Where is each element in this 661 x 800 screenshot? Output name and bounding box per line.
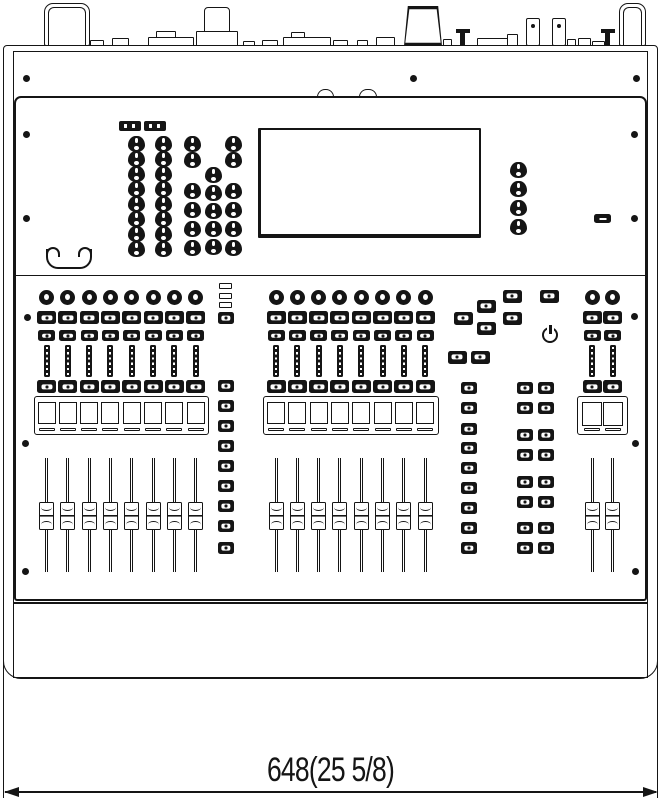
function-button: [538, 429, 554, 441]
gain-knob: [585, 290, 600, 305]
encoder-knob: [155, 196, 172, 212]
utility-button: [461, 522, 477, 534]
nav-button: [540, 290, 559, 303]
scribble-window: [123, 402, 141, 424]
on-button: [330, 380, 349, 393]
scribble-bar: [396, 428, 412, 432]
screw: [632, 568, 639, 575]
select-button: [58, 311, 77, 324]
fader-cap: [354, 502, 369, 530]
fader-cap: [167, 502, 182, 530]
fader-cap: [418, 502, 433, 530]
encoder-knob: [225, 136, 242, 152]
gain-knob: [82, 290, 97, 305]
cue-button: [417, 330, 434, 341]
on-button: [101, 380, 120, 393]
gain-knob: [124, 290, 139, 305]
on-button: [352, 380, 371, 393]
meter-legend-mark: [219, 302, 232, 308]
gain-knob: [188, 290, 203, 305]
on-button: [165, 380, 184, 393]
xlr-connector: [552, 18, 566, 46]
encoder-knob: [128, 166, 145, 182]
function-button: [517, 522, 533, 534]
encoder-knob: [510, 219, 527, 235]
scribble-window: [59, 402, 77, 424]
encoder-knob: [510, 200, 527, 216]
select-button: [165, 311, 184, 324]
encoder-knob: [205, 185, 222, 201]
meter-legend-mark: [219, 293, 232, 299]
nav-button: [477, 322, 496, 335]
function-button: [517, 449, 533, 461]
scribble-window: [603, 402, 623, 426]
dimension-line: [5, 791, 656, 793]
level-meter: [316, 345, 322, 377]
scribble-bar: [605, 428, 621, 432]
on-button: [186, 380, 205, 393]
rear-connector: [156, 31, 176, 38]
cue-button: [38, 330, 55, 341]
gain-knob: [39, 290, 54, 305]
encoder-knob: [128, 226, 145, 242]
encoder-knob: [205, 221, 222, 237]
encoder-knob: [225, 202, 242, 218]
scribble-window: [144, 402, 162, 424]
function-button: [517, 382, 533, 394]
on-button: [394, 380, 413, 393]
screw: [22, 440, 29, 447]
usb-port: [594, 214, 611, 223]
scribble-bar: [166, 428, 182, 432]
nav-button: [503, 290, 522, 303]
layer-button: [218, 312, 234, 324]
scribble-window: [80, 402, 98, 424]
assign-button: [471, 351, 490, 364]
utility-button: [461, 482, 477, 494]
layer-button: [218, 520, 234, 532]
function-button: [538, 449, 554, 461]
cue-button: [353, 330, 370, 341]
dimension-arrow-right: [643, 787, 658, 797]
layer-button: [218, 480, 234, 492]
select-button: [603, 311, 622, 324]
select-button: [416, 311, 435, 324]
fader-cap: [60, 502, 75, 530]
gain-knob: [418, 290, 433, 305]
screw: [410, 75, 417, 82]
screw: [23, 131, 30, 138]
encoder-knob: [510, 162, 527, 178]
encoder-knob: [128, 211, 145, 227]
select-button: [583, 311, 602, 324]
scribble-window: [416, 402, 434, 424]
screw: [631, 313, 638, 320]
encoder-knob: [155, 226, 172, 242]
gain-knob: [103, 290, 118, 305]
dimension-arrow-left: [4, 787, 19, 797]
on-button: [309, 380, 328, 393]
level-meter: [107, 345, 113, 377]
encoder-knob: [155, 166, 172, 182]
handle-left: [44, 3, 90, 46]
encoder-knob: [155, 241, 172, 257]
fader-cap: [605, 502, 620, 530]
fader-cap: [188, 502, 203, 530]
scribble-bar: [289, 428, 305, 432]
screw: [631, 131, 638, 138]
level-meter: [610, 345, 616, 377]
rear-band-edge: [13, 51, 648, 52]
scribble-window: [38, 402, 56, 424]
encoder-knob: [128, 151, 145, 167]
dimension-extension-line: [657, 660, 658, 798]
function-button: [538, 382, 554, 394]
on-button: [583, 380, 602, 393]
level-meter: [44, 345, 50, 377]
utility-button: [461, 462, 477, 474]
encoder-knob: [155, 151, 172, 167]
gain-knob: [375, 290, 390, 305]
level-meter: [380, 345, 386, 377]
layer-button: [218, 500, 234, 512]
scribble-bar: [311, 428, 327, 432]
encoder-knob: [155, 181, 172, 197]
layer-button: [218, 440, 234, 452]
cue-button: [395, 330, 412, 341]
level-meter: [589, 345, 595, 377]
scribble-bar: [417, 428, 433, 432]
on-button: [267, 380, 286, 393]
encoder-knob: [510, 181, 527, 197]
screw: [22, 568, 29, 575]
fader-cap: [103, 502, 118, 530]
on-button: [288, 380, 307, 393]
cue-button: [584, 330, 601, 341]
level-meter: [193, 345, 199, 377]
level-meter: [273, 345, 279, 377]
encoder-knob: [184, 136, 201, 152]
cue-button: [289, 330, 306, 341]
scribble-bar: [375, 428, 391, 432]
gain-knob: [332, 290, 347, 305]
fader-cap: [269, 502, 284, 530]
fader-cap: [375, 502, 390, 530]
utility-button: [461, 382, 477, 394]
nav-button: [503, 312, 522, 325]
fader-cap: [290, 502, 305, 530]
nav-button: [477, 300, 496, 313]
level-meter: [129, 345, 135, 377]
encoder-knob: [184, 183, 201, 199]
scribble-window: [395, 402, 413, 424]
gain-knob: [269, 290, 284, 305]
power-button-icon: [542, 327, 558, 343]
scribble-bar: [124, 428, 140, 432]
utility-button: [461, 423, 477, 435]
select-button: [267, 311, 286, 324]
scribble-bar: [39, 428, 55, 432]
panel-divider-line: [15, 275, 646, 277]
encoder-knob: [128, 181, 145, 197]
gain-knob: [146, 290, 161, 305]
gain-knob: [167, 290, 182, 305]
headphone-hanger: [46, 249, 92, 269]
level-meter: [65, 345, 71, 377]
utility-button: [461, 502, 477, 514]
scribble-window: [267, 402, 285, 424]
utility-button: [461, 442, 477, 454]
encoder-knob: [205, 239, 222, 255]
encoder-knob: [184, 202, 201, 218]
function-button: [517, 542, 533, 554]
screw: [633, 75, 640, 82]
select-button: [288, 311, 307, 324]
level-meter: [401, 345, 407, 377]
select-button: [186, 311, 205, 324]
cue-button: [268, 330, 285, 341]
rear-connector-cover: [204, 7, 230, 32]
function-button: [517, 402, 533, 414]
scribble-bar: [60, 428, 76, 432]
nav-button: [454, 312, 473, 325]
level-meter: [422, 345, 428, 377]
cue-button: [310, 330, 327, 341]
function-button: [517, 429, 533, 441]
dual-button: [119, 121, 141, 131]
fader-cap: [585, 502, 600, 530]
fader-cap: [39, 502, 54, 530]
encoder-knob: [155, 136, 172, 152]
fader-cap: [311, 502, 326, 530]
rear-connector: [196, 31, 238, 46]
on-button: [373, 380, 392, 393]
scribble-window: [582, 402, 602, 426]
function-button: [538, 542, 554, 554]
cue-button: [187, 330, 204, 341]
xlr-connector: [526, 18, 540, 46]
layer-button: [218, 420, 234, 432]
select-button: [101, 311, 120, 324]
scribble-window: [165, 402, 183, 424]
function-button: [538, 496, 554, 508]
fader-cap: [146, 502, 161, 530]
cue-button: [123, 330, 140, 341]
gain-knob: [605, 290, 620, 305]
level-meter: [171, 345, 177, 377]
fader-cap: [124, 502, 139, 530]
select-button: [144, 311, 163, 324]
cue-button: [331, 330, 348, 341]
fader-cap: [332, 502, 347, 530]
screw: [631, 215, 638, 222]
scribble-bar: [584, 428, 600, 432]
layer-button: [218, 380, 234, 392]
chassis-bottom-edge: [13, 677, 648, 679]
gain-knob: [311, 290, 326, 305]
encoder-knob: [184, 221, 201, 237]
scribble-window: [101, 402, 119, 424]
scribble-bar: [353, 428, 369, 432]
level-meter: [150, 345, 156, 377]
scribble-bar: [81, 428, 97, 432]
panel-lip-line: [14, 602, 647, 604]
scribble-window: [187, 402, 205, 424]
scribble-bar: [102, 428, 118, 432]
scribble-window: [374, 402, 392, 424]
cue-button: [81, 330, 98, 341]
encoder-knob: [155, 211, 172, 227]
screw: [632, 440, 639, 447]
on-button: [122, 380, 141, 393]
on-button: [58, 380, 77, 393]
cue-button: [102, 330, 119, 341]
cue-button: [604, 330, 621, 341]
gain-knob: [60, 290, 75, 305]
level-meter: [337, 345, 343, 377]
select-button: [373, 311, 392, 324]
cue-button: [59, 330, 76, 341]
encoder-knob: [205, 167, 222, 183]
encoder-knob: [225, 240, 242, 256]
display-screen: [258, 128, 481, 238]
meter-legend-mark: [219, 283, 232, 289]
level-meter: [294, 345, 300, 377]
on-button: [416, 380, 435, 393]
function-button: [538, 476, 554, 488]
on-button: [37, 380, 56, 393]
utility-button: [461, 402, 477, 414]
gain-knob: [290, 290, 305, 305]
cue-button: [166, 330, 183, 341]
on-button: [144, 380, 163, 393]
encoder-knob: [184, 240, 201, 256]
scribble-bar: [332, 428, 348, 432]
fader-cap: [82, 502, 97, 530]
layer-button: [218, 400, 234, 412]
screw: [23, 215, 30, 222]
encoder-knob: [225, 152, 242, 168]
on-button: [603, 380, 622, 393]
scribble-window: [288, 402, 306, 424]
select-button: [330, 311, 349, 324]
scribble-window: [331, 402, 349, 424]
scribble-window: [352, 402, 370, 424]
carry-handle: [404, 6, 442, 46]
select-button: [37, 311, 56, 324]
function-button: [538, 402, 554, 414]
encoder-knob: [225, 221, 242, 237]
rear-connector: [291, 32, 305, 38]
select-button: [394, 311, 413, 324]
utility-button: [461, 542, 477, 554]
scribble-bar: [145, 428, 161, 432]
layer-button: [218, 542, 234, 554]
dual-button: [144, 121, 166, 131]
encoder-knob: [128, 196, 145, 212]
screw: [23, 75, 30, 82]
on-button: [80, 380, 99, 393]
dimension-extension-line: [3, 660, 4, 798]
width-dimension-label: 648(25 5/8): [266, 751, 395, 789]
encoder-knob: [225, 183, 242, 199]
function-button: [517, 476, 533, 488]
scribble-bar: [268, 428, 284, 432]
encoder-knob: [184, 152, 201, 168]
scribble-window: [310, 402, 328, 424]
select-button: [122, 311, 141, 324]
encoder-knob: [205, 203, 222, 219]
cue-button: [374, 330, 391, 341]
screw: [24, 314, 31, 321]
gain-knob: [396, 290, 411, 305]
cue-button: [145, 330, 162, 341]
level-meter: [358, 345, 364, 377]
function-button: [517, 496, 533, 508]
select-button: [352, 311, 371, 324]
handle-right: [619, 3, 646, 46]
function-button: [538, 522, 554, 534]
scribble-bar: [188, 428, 204, 432]
fader-cap: [396, 502, 411, 530]
encoder-knob: [128, 136, 145, 152]
encoder-knob: [128, 241, 145, 257]
gain-knob: [354, 290, 369, 305]
assign-button: [448, 351, 467, 364]
select-button: [309, 311, 328, 324]
select-button: [80, 311, 99, 324]
layer-button: [218, 460, 234, 472]
level-meter: [86, 345, 92, 377]
